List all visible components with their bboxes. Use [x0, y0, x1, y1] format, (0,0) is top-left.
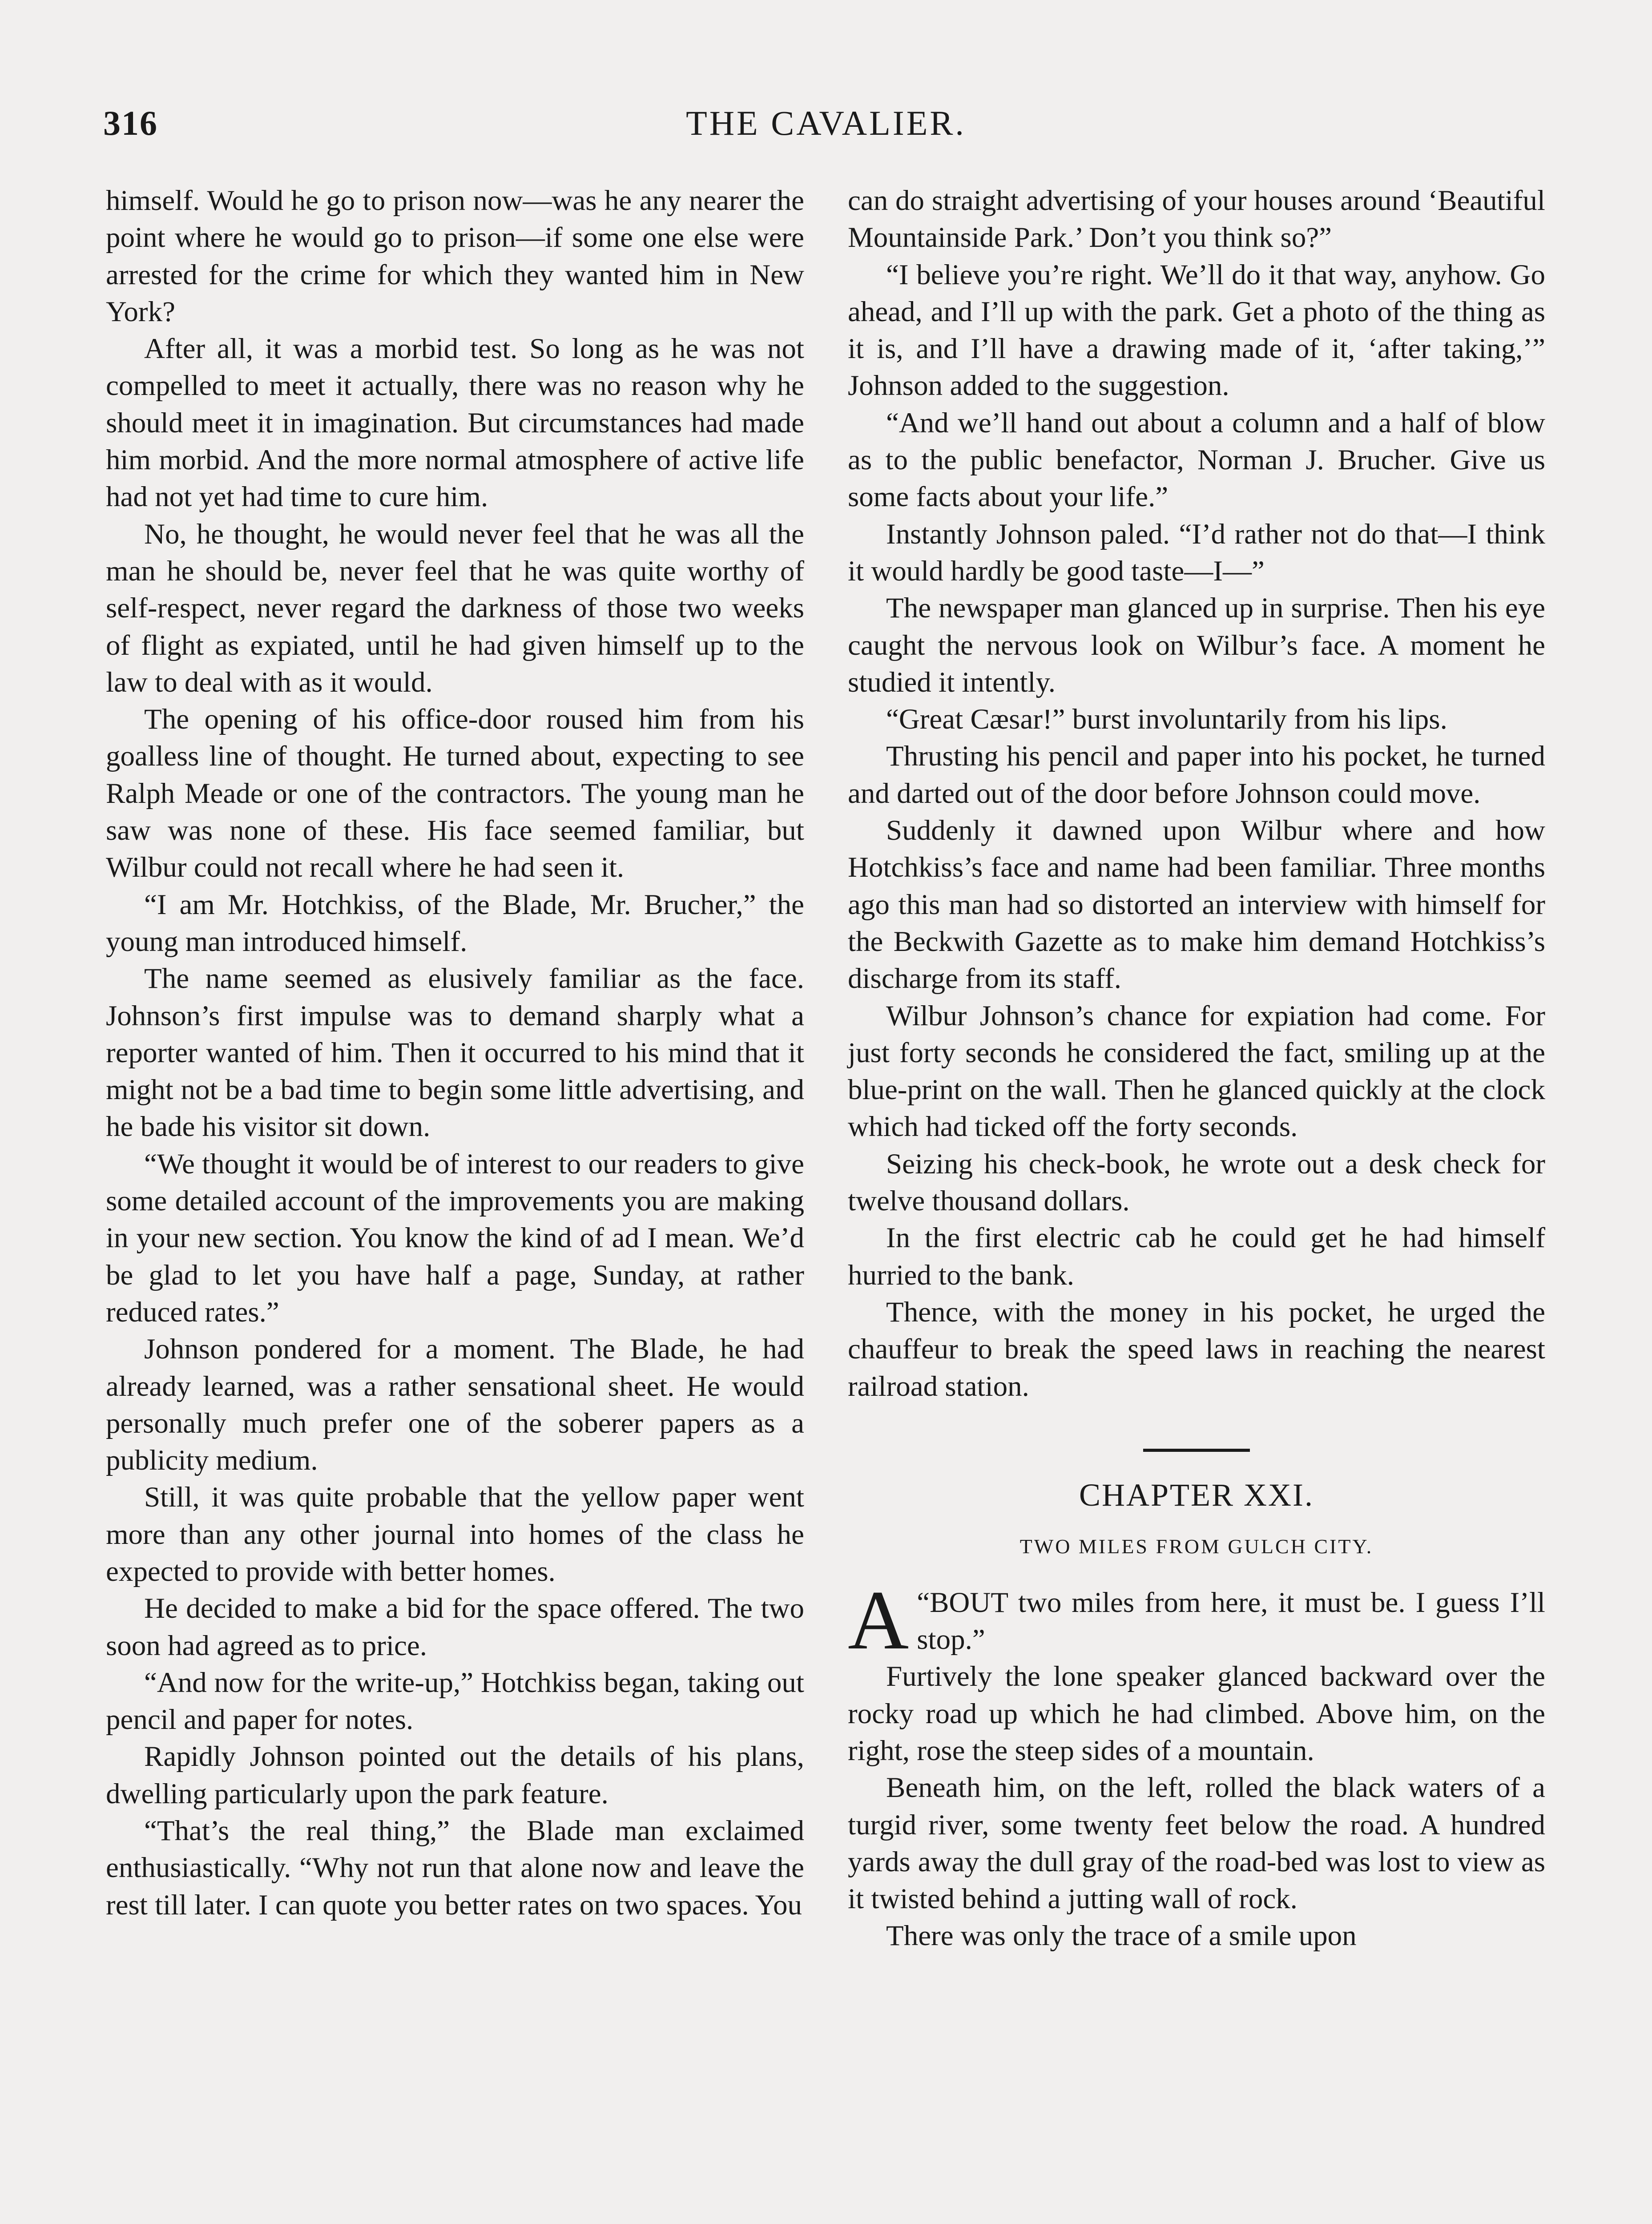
paragraph: Furtively the lone speaker glanced backward over the rocky road up which he had climbed. Above him, on the right, rose the steep sides of a mountain.	[848, 1660, 1545, 1767]
opening-quote: “	[917, 1586, 930, 1619]
paragraph: himself. Would he go to prison now—was he any nearer the point where he would go to prison—if some one else were arrested for the crime for which they wanted him in New York?	[106, 185, 804, 328]
paragraph: “And we’ll hand out about a column and a half of blow as to the public benefactor, Norman J. Brucher. Give us some facts about your life.”	[848, 407, 1545, 513]
chapter-subtitle: TWO MILES FROM GULCH CITY.	[1019, 1535, 1374, 1558]
opening-text: BOUT two miles from here, it must be. I guess I’ll stop.”	[917, 1586, 1545, 1656]
paragraph: “Great Cæsar!” burst involuntarily from his lips.	[886, 703, 1447, 736]
left-column	[106, 182, 804, 1924]
drop-cap: A	[848, 1573, 909, 1667]
paragraph: Rapidly Johnson pointed out the details of his plans, dwelling particularly upon the park feature.	[106, 1741, 804, 1810]
paragraph: can do straight advertising of your houses around ‘Beautiful Mountainside Park.’ Don’t you think so?”	[848, 185, 1545, 254]
paragraph: The newspaper man glanced up in surprise. Then his eye caught the nervous look on Wilbur’s face. A moment he studied it intently.	[848, 592, 1545, 698]
paragraph: In the first electric cab he could get he had himself hurried to the bank.	[848, 1222, 1545, 1291]
chapter-title: CHAPTER XXI.	[1079, 1477, 1314, 1513]
paragraph: After all, it was a morbid test. So long as he was not compelled to meet it actually, there was no reason why he should meet it in imagination. But circumstances had made him morbid. And the more normal atmosphere of active life had not yet had time to cure him.	[106, 333, 804, 513]
chapter-opening-paragraph	[848, 1573, 1545, 1667]
paragraph: Still, it was quite probable that the yellow paper went more than any other journal into homes of the class he expected to provide with better homes.	[106, 1481, 804, 1587]
paragraph: “I am Mr. Hotchkiss, of the Blade, Mr. Brucher,” the young man introduced himself.	[106, 888, 804, 958]
paragraph: Johnson pondered for a moment. The Blade, he had already learned, was a rather sensational sheet. He would personally much prefer one of the soberer papers as a publicity medium.	[106, 1333, 804, 1477]
paragraph: “I believe you’re right. We’ll do it that way, anyhow. Go ahead, and I’ll up with the park. Get a photo of the thing as it is, and I’ll have a drawing made of it, ‘after taking,’” Johnson added to the suggestion.	[848, 258, 1545, 402]
paragraph: Instantly Johnson paled. “I’d rather not do that—I think it would hardly be good taste—I—”	[848, 518, 1545, 587]
paragraph: “And now for the write-up,” Hotchkiss began, taking out pencil and paper for notes.	[106, 1666, 804, 1736]
paragraph: There was only the trace of a smile upon	[886, 1920, 1357, 1952]
paragraph: The opening of his office-door roused him from his goalless line of thought. He turned about, expecting to see Ralph Meade or one of the contractors. The young man he saw was none of these. His face seemed familiar, but Wilbur could not recall where he had seen it.	[106, 703, 804, 884]
paragraph: Suddenly it dawned upon Wilbur where and how Hotchkiss’s face and name had been familiar. Three months ago this man had so distorted an interview with himself for the Beckwith Gazette as to make him demand Hotchkiss’s discharge from its staff.	[848, 814, 1545, 995]
right-column	[848, 182, 1545, 1955]
page-header	[0, 103, 1652, 152]
running-title: THE CAVALIER.	[686, 104, 966, 142]
paragraph: “That’s the real thing,” the Blade man exclaimed enthusiastically. “Why not run that alone now and leave the rest till later. I can quote you better rates on two spaces. You	[106, 1815, 804, 1921]
paragraph: “We thought it would be of interest to our readers to give some detailed account of the improvements you are making in your new section. You know the kind of ad I mean. We’d be glad to let you have half a page, Sunday, at rather reduced rates.”	[106, 1148, 804, 1328]
paragraph: The name seemed as elusively familiar as the face. Johnson’s first impulse was to demand sharply what a reporter wanted of him. Then it occurred to his mind that it might not be a bad time to begin some little advertising, and he bade his visitor sit down.	[106, 963, 804, 1143]
paragraph: Wilbur Johnson’s chance for expiation had come. For just forty seconds he considered the fact, smiling up at the blue-print on the wall. Then he glanced quickly at the clock which had ticked off the forty seconds.	[848, 999, 1545, 1143]
paragraph: Seizing his check-book, he wrote out a desk check for twelve thousand dollars.	[848, 1148, 1545, 1217]
paragraph: No, he thought, he would never feel that he was all the man he should be, never feel that he was quite worthy of self-respect, never regard the darkness of those two weeks of flight as expiated, until he had given himself up to the law to deal with as it would.	[106, 518, 804, 698]
paragraph: Beneath him, on the left, rolled the black waters of a turgid river, some twenty feet below the road. A hundred yards away the dull gray of the road-bed was lost to view as it twisted behind a jutting wall of rock.	[848, 1772, 1545, 1915]
paragraph: Thence, with the money in his pocket, he urged the chauffeur to break the speed laws in reaching the nearest railroad station.	[848, 1296, 1545, 1402]
section-divider	[1143, 1449, 1250, 1452]
paragraph: Thrusting his pencil and paper into his pocket, he turned and darted out of the door before Johnson could move.	[848, 740, 1545, 810]
page-number: 316	[103, 104, 158, 142]
paragraph: He decided to make a bid for the space offered. The two soon had agreed as to price.	[106, 1592, 804, 1662]
